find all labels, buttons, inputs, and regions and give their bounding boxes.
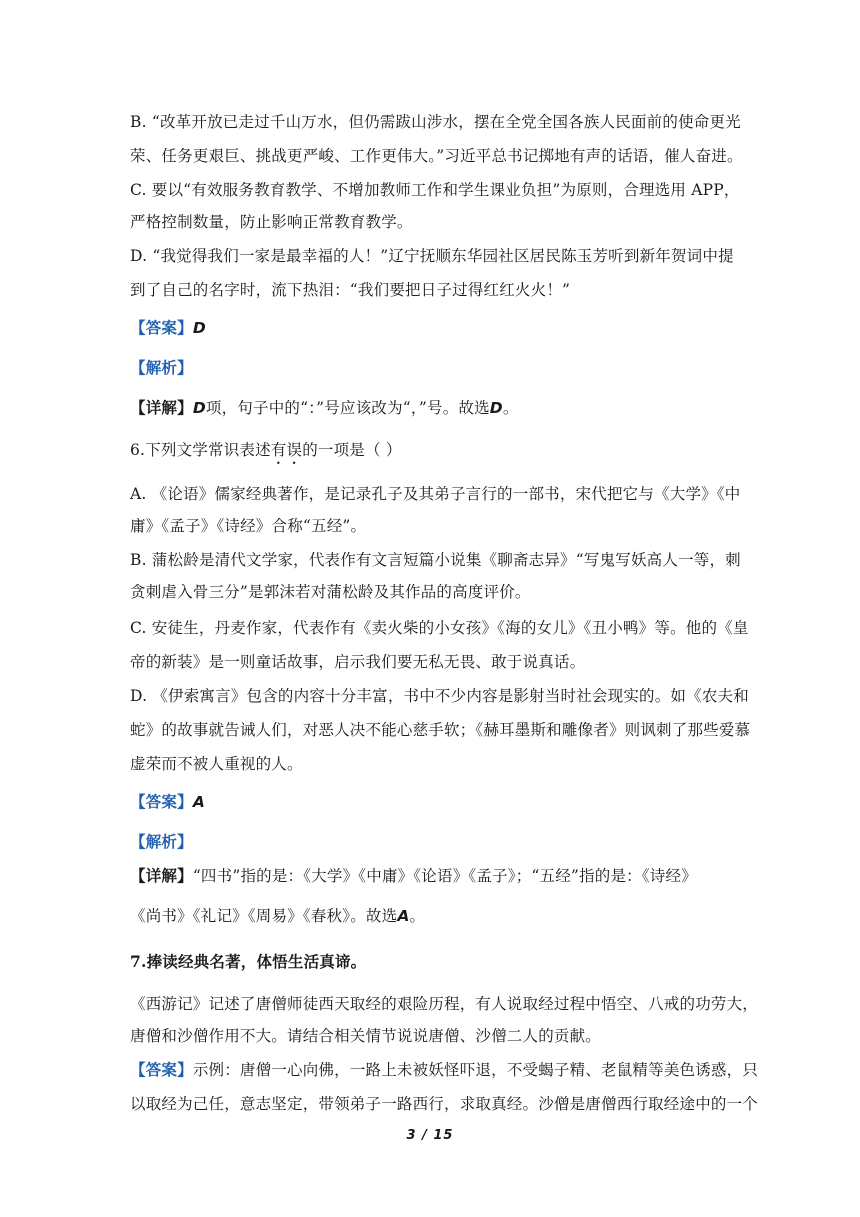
q6-stem-before: 6.下列文学常识表述 [130, 441, 271, 459]
q7-body-line2: 唐僧和沙僧作用不大。请结合相关情节说说唐僧、沙僧二人的贡献。 [130, 1027, 602, 1045]
q6-option-c-line1: C. 安徒生，丹麦作家，代表作有《卖火柴的小女孩》《海的女儿》《丑小鸭》等。他的《皇 [130, 619, 749, 637]
q6-option-d-line2: 蛇》的故事就告诫人们，对恶人决不能心慈手软；《赫耳墨斯和雕像者》则讽刺了那些爱慕 [130, 721, 751, 739]
q6-option-d-line1: D. 《伊索寓言》包含的内容十分丰富，书中不少内容是影射当时社会现实的。如《农夫和 [130, 687, 749, 705]
q5-analysis-label: 【解析】 [130, 358, 193, 377]
q7-body-line1: 《西游记》记述了唐僧师徒西天取经的艰险历程，有人说取经过程中悟空、八戒的功劳大， [130, 995, 759, 1013]
q6-detail-text2: 《尚书》《礼记》《周易》《春秋》。故选 [130, 907, 398, 925]
q7-answer-text1: 示例：唐僧一心向佛，一路上未被妖怪吓退，不受蝎子精、老鼠精等美色诱惑，只 [192, 1061, 759, 1079]
q5-option-d-line2: 到了自己的名字时，流下热泪：“我们要把日子过得红红火火！” [130, 281, 571, 299]
q5-detail [130, 398, 740, 418]
q6-option-d-line3: 虚荣而不被人重视的人。 [130, 755, 303, 773]
q5-answer [130, 318, 740, 338]
q6-answer-value: A [192, 793, 206, 811]
q6-stem-emphasis: 有误 [270, 441, 303, 459]
q6-analysis [130, 832, 740, 852]
q7-stem: 7.捧读经典名著，体悟生活真谛。 [130, 952, 367, 971]
q6-option-b-line1: B. 蒲松龄是清代文学家，代表作有文言短篇小说集《聊斋志异》“写鬼写妖高人一等，刺 [130, 551, 741, 569]
q5-option-b-line1: B. “改革开放已走过千山万水，但仍需跋山涉水，摆在全党全国各族人民面前的使命更光 [130, 113, 741, 131]
q5-detail-choice: D [489, 399, 503, 417]
q7-answer-line2: 以取经为己任，意志坚定，带领弟子一路西行，求取真经。沙僧是唐僧西行取经途中的一个 [130, 1095, 759, 1113]
q5-detail-end: 。 [502, 399, 519, 417]
q6-option-b-line2: 贪刺虐入骨三分”是郭沫若对蒲松龄及其作品的高度评价。 [130, 583, 531, 601]
q6-detail-choice: A [397, 907, 410, 925]
q5-option-c-line1: C. 要以“有效服务教育教学、不增加教师工作和学生课业负担”为原则，合理选用 APP， [130, 181, 740, 199]
q6-detail-line1 [130, 866, 740, 886]
q5-answer-label: 【答案】 [130, 318, 193, 337]
q6-detail-text1: “四书”指的是：《大学》《中庸》《论语》《孟子》；“五经”指的是：《诗经》 [192, 867, 697, 885]
q5-option-d-line1: D. “我觉得我们一家是最幸福的人！”辽宁抚顺东华园社区居民陈玉芳听到新年贺词中提 [130, 247, 734, 265]
q5-option-b-line2: 荣、任务更艰巨、挑战更严峻、工作更伟大。”习近平总书记掷地有声的话语，催人奋进。 [130, 147, 743, 165]
q6-detail-end: 。 [409, 907, 426, 925]
q5-analysis [130, 358, 740, 378]
q5-detail-answer: D [192, 399, 206, 417]
q6-option-a-line2: 庸》《孟子》《诗经》合称“五经”。 [130, 517, 367, 535]
q7-answer-label: 【答案】 [130, 1060, 193, 1079]
q5-option-c-line2: 严格控制数量，防止影响正常教育教学。 [130, 213, 413, 231]
q6-detail-label: 【详解】 [130, 866, 193, 885]
q6-stem [130, 440, 740, 468]
q5-detail-text: 项，句子中的“：”号应该改为“，”号。故选 [205, 399, 490, 417]
q6-stem-after: 的一项是（ ） [302, 441, 402, 459]
q7-answer-line1 [130, 1060, 759, 1080]
q6-detail-line2 [130, 906, 740, 926]
q5-detail-label: 【详解】 [130, 398, 193, 417]
page-number: 3 / 15 [406, 1128, 454, 1143]
q6-option-c-line2: 帝的新装》是一则童话故事，启示我们要无私无畏、敢于说真话。 [130, 653, 586, 671]
q6-analysis-label: 【解析】 [130, 832, 193, 851]
q6-answer [130, 792, 740, 812]
q6-answer-label: 【答案】 [130, 792, 193, 811]
q5-answer-value: D [192, 319, 206, 337]
q6-option-a-line1: A. 《论语》儒家经典著作，是记录孔子及其弟子言行的一部书，宋代把它与《大学》《中 [130, 485, 741, 503]
